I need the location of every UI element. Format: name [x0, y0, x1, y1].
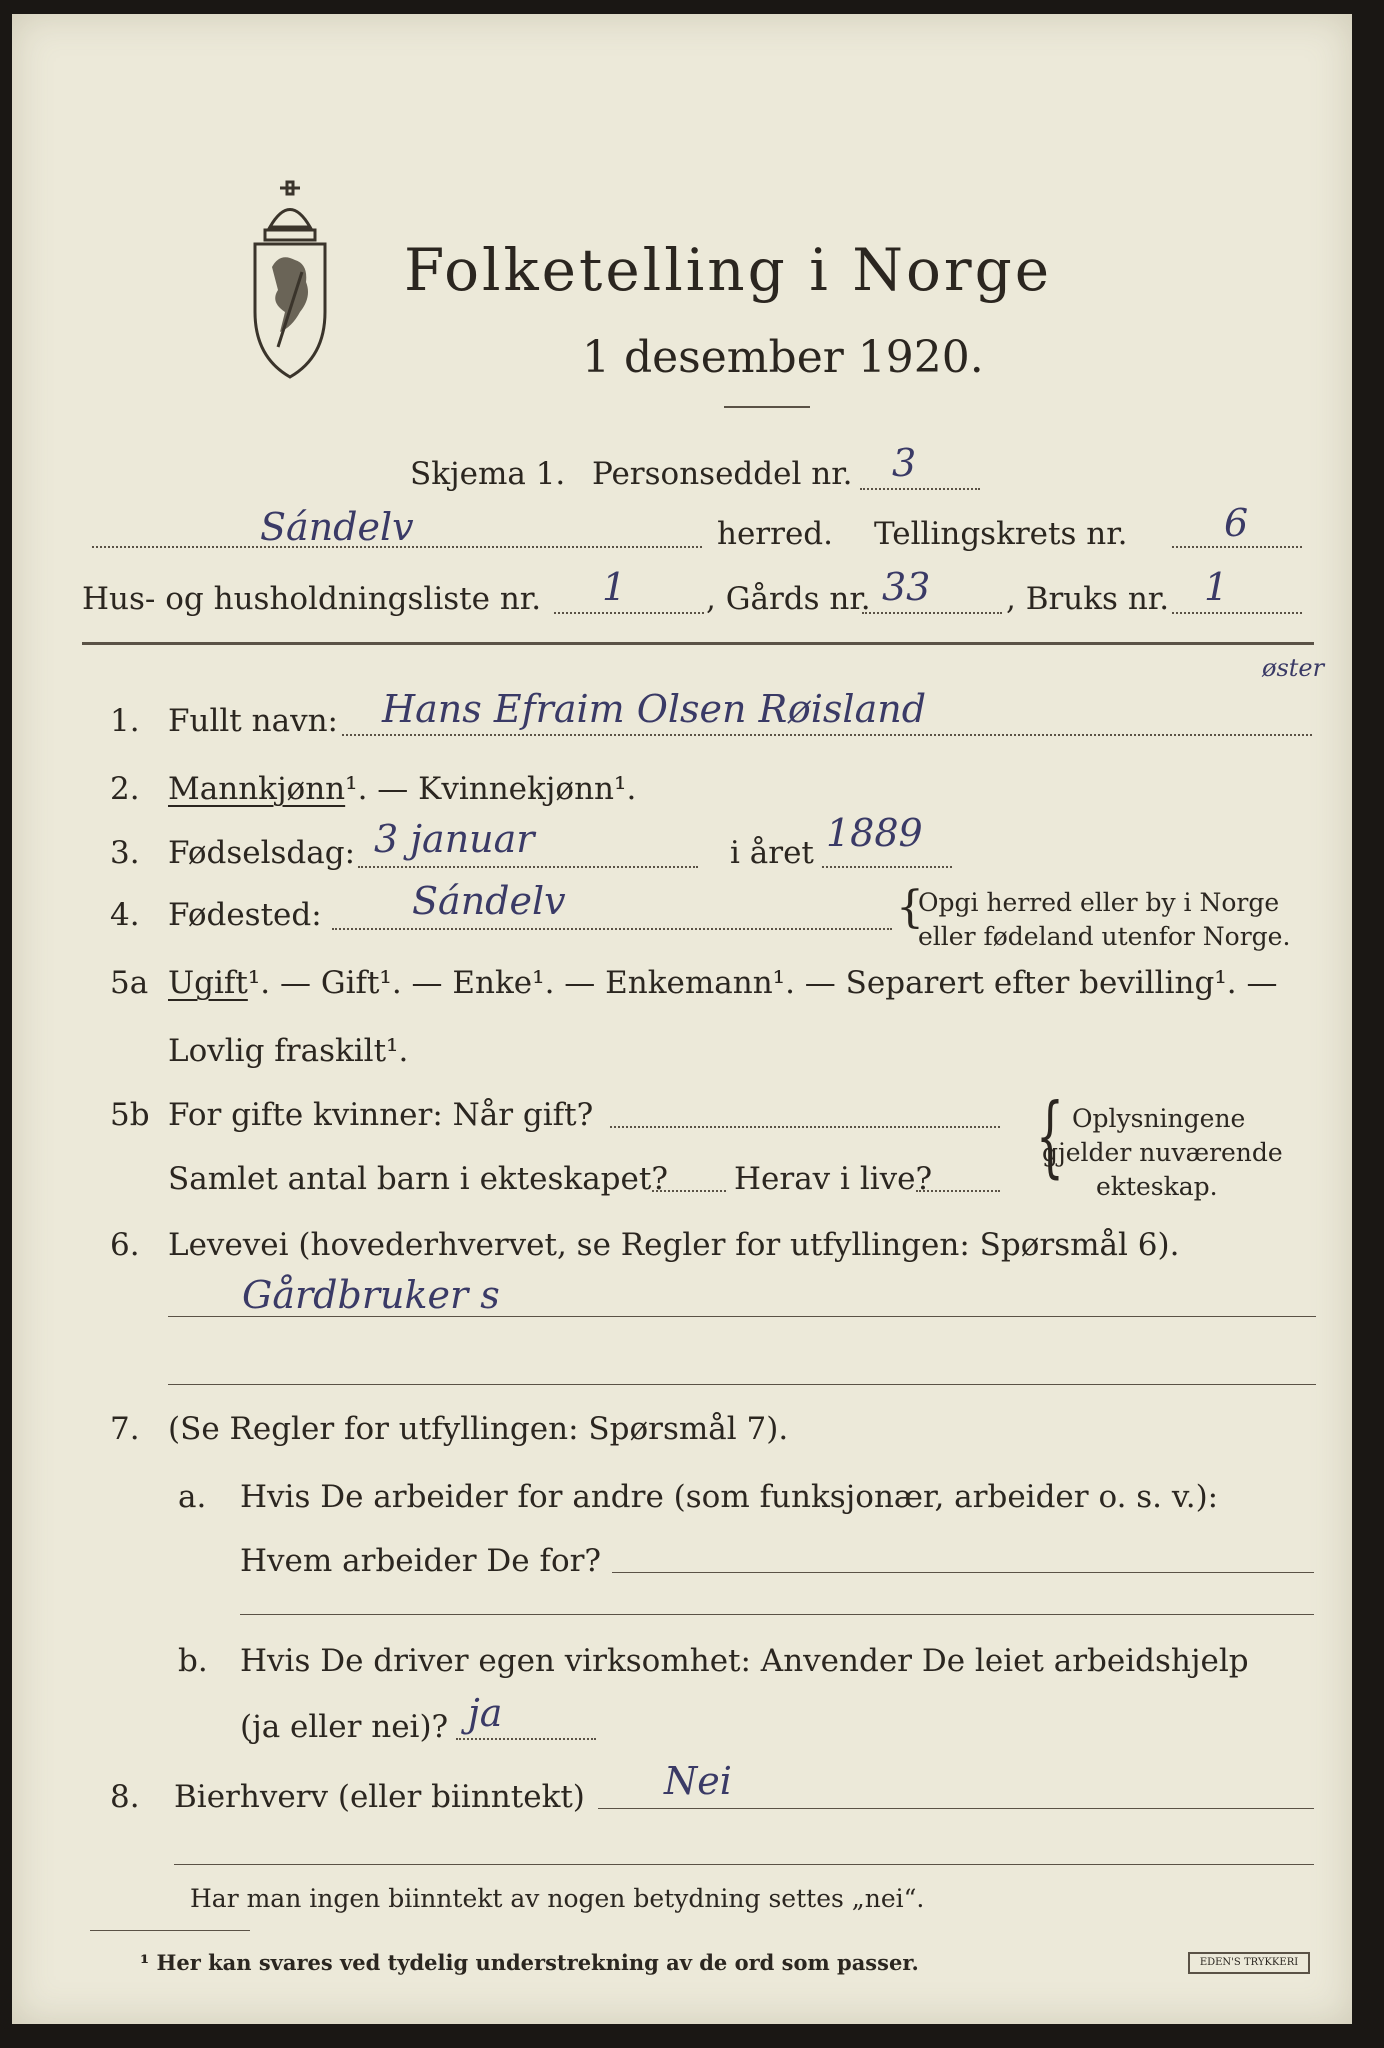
marital-option-divorced[interactable]: Lovlig fraskilt¹. [168, 1033, 409, 1069]
schema-label: Skjema 1. [410, 456, 566, 492]
herred-label: herred. [717, 516, 833, 552]
q7b-letter: b. [178, 1643, 208, 1679]
side-income-line [598, 1808, 1314, 1809]
tellingskrets-line [1172, 546, 1302, 548]
occupation-value[interactable]: Gårdbruker s [242, 1273, 500, 1317]
norwegian-coat-of-arms-icon [240, 172, 340, 382]
header-separator [82, 642, 1314, 645]
q1-number: 1. [110, 703, 140, 739]
footnote: ¹ Her kan svares ved tydelig understrekning av de ord som passer. [140, 1950, 919, 1975]
marriage-note-2: gjelder nuværende [1042, 1138, 1283, 1167]
bruks-label: , Bruks nr. [1006, 581, 1170, 617]
birthplace-note-1: Opgi herred eller by i Norge [918, 888, 1280, 917]
side-income-label: Bierhverv (eller biinntekt) [174, 1779, 585, 1815]
children-alive-label: Herav i live? [734, 1161, 933, 1197]
no-income-note: Har man ingen biinntekt av nogen betydning settes „nei“. [190, 1884, 925, 1913]
q7-label: (Se Regler for utfyllingen: Spørsmål 7). [168, 1411, 789, 1447]
birthplace-label: Fødested: [168, 897, 322, 933]
personseddel-line [860, 488, 980, 490]
tellingskrets-value[interactable]: 6 [1224, 501, 1249, 545]
children-alive-line [916, 1190, 1000, 1192]
sex-option-male[interactable]: Mannkjønn [168, 771, 346, 807]
birth-year-label: i året [730, 835, 814, 871]
full-name-value[interactable]: Hans Efraim Olsen Røisland [382, 687, 927, 731]
marital-status-options [168, 965, 1278, 1001]
own-business-question: Hvis De driver egen virksomhet: Anvender De leiet arbeidshjelp [240, 1643, 1249, 1679]
birthday-value[interactable]: 3 januar [374, 817, 535, 861]
hired-help-line [456, 1738, 596, 1740]
household-list-value[interactable]: 1 [602, 565, 627, 609]
printer-stamp: EDEN'S TRYKKERI [1188, 1952, 1310, 1974]
q2-number: 2. [110, 771, 140, 807]
sex-option-female[interactable]: Kvinnekjønn¹. [418, 771, 637, 807]
household-list-label: Hus- og husholdningsliste nr. [82, 581, 542, 617]
birthplace-brace: { [896, 882, 924, 933]
birthplace-value[interactable]: Sándelv [412, 879, 566, 923]
gards-line [862, 612, 1002, 614]
side-income-value[interactable]: Nei [664, 1759, 732, 1803]
full-name-note: øster [1262, 654, 1325, 682]
birth-year-value[interactable]: 1889 [826, 811, 923, 855]
sex-separator: ¹. — [345, 771, 409, 807]
bruks-value[interactable]: 1 [1204, 565, 1229, 609]
employer-line-1 [612, 1572, 1314, 1573]
birthplace-note-2: eller fødeland utenfor Norge. [918, 922, 1291, 951]
married-when-line [610, 1126, 1000, 1128]
employer-line-2 [240, 1614, 1314, 1615]
q4-number: 4. [110, 897, 140, 933]
sex-options [168, 771, 637, 807]
title-divider [724, 406, 810, 408]
q5b-number: 5b [110, 1097, 150, 1133]
full-name-label: Fullt navn: [168, 703, 338, 739]
census-date: 1 desember 1920. [582, 332, 984, 383]
birthplace-line [332, 928, 892, 930]
marriage-note-3: ekteskap. [1096, 1172, 1218, 1201]
occupation-label: Levevei (hovederhvervet, se Regler for utfyllingen: Spørsmål 6). [168, 1227, 1180, 1263]
hired-help-value[interactable]: ja [468, 1691, 503, 1735]
gards-label: , Gårds nr. [706, 581, 871, 617]
employer-question: Hvis De arbeider for andre (som funksjonær, arbeider o. s. v.): [240, 1479, 1219, 1515]
household-list-line [554, 612, 704, 614]
bruks-line [1172, 612, 1302, 614]
occupation-line-2 [168, 1384, 1316, 1385]
form-title: Folketelling i Norge [404, 236, 1053, 304]
q8-number: 8. [110, 1779, 140, 1815]
children-count-label: Samlet antal barn i ekteskapet? [168, 1161, 668, 1197]
q3-number: 3. [110, 835, 140, 871]
married-when-label: For gifte kvinner: Når gift? [168, 1097, 594, 1133]
footnote-rule [90, 1930, 250, 1931]
herred-value[interactable]: Sándelv [260, 505, 414, 549]
q7a-letter: a. [178, 1479, 207, 1515]
birth-year-line [822, 866, 952, 868]
children-count-line [652, 1190, 726, 1192]
gards-value[interactable]: 33 [882, 565, 931, 609]
tellingskrets-label: Tellingskrets nr. [874, 516, 1128, 552]
hired-help-label: (ja eller nei)? [240, 1709, 449, 1745]
q7-number: 7. [110, 1411, 140, 1447]
census-form-sheet [12, 14, 1352, 2024]
marriage-brace: { [1036, 1084, 1064, 1187]
q5a-number: 5a [110, 965, 149, 1001]
occupation-line-1 [168, 1316, 1316, 1317]
marital-options-rest[interactable]: ¹. — Gift¹. — Enke¹. — Enkemann¹. — Separert efter bevilling¹. — [247, 965, 1278, 1001]
marriage-note-1: Oplysningene [1072, 1104, 1246, 1133]
q6-number: 6. [110, 1227, 140, 1263]
marital-option-ugift[interactable]: Ugift [168, 965, 248, 1001]
birthday-line [358, 866, 698, 868]
personseddel-value[interactable]: 3 [892, 441, 917, 485]
birthday-label: Fødselsdag: [168, 835, 356, 871]
personseddel-label: Personseddel nr. [592, 456, 853, 492]
employer-label: Hvem arbeider De for? [240, 1543, 602, 1579]
side-income-line-2 [174, 1864, 1314, 1865]
full-name-line [342, 734, 1312, 736]
